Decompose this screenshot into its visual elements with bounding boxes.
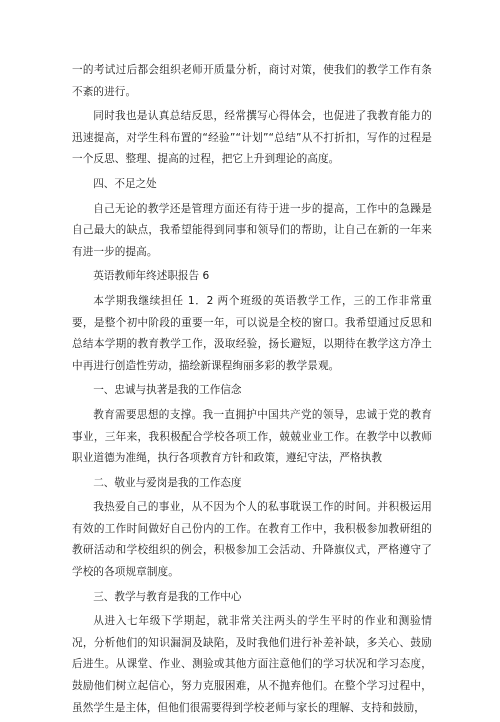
section-heading-shortcomings: 四、不足之处 bbox=[93, 177, 157, 190]
paragraph-dedication: 我热爱自己的事业，从不因为个人的私事耽误工作的时间。并积极运用有效的工作时间做好自己份内的工作。在教育工作中，我积极参加教研组的教研活动和学校组织的例会，积极参加工会活动、升降旗仪式，严格遵守了学校的各项规章制度。 bbox=[72, 501, 432, 579]
report-title: 英语教师年终述职报告 6 bbox=[93, 270, 210, 283]
paragraph-semester: 本学期我继续担任 1．2 两个班级的英语教学工作，三的工作非常重要，是整个初中阶段的重要一年，可以说是全校的窗口。我希望通过反思和总结本学期的教育教学工作，汲取经验，扬长避短，以期待在教学这方净土中再进行创造性劳动，描绘新课程绚丽多彩的教学景观。 bbox=[72, 294, 432, 372]
paragraph-intro: 一的考试过后都会组织老师开质量分析，商讨对策，使我们的教学工作有条不紊的进行。 bbox=[72, 64, 432, 98]
paragraph-teaching: 从进入七年级下学期起，就非常关注两头的学生平时的作业和测验情况，分析他们的知识漏洞及缺陷，及时我他们进行补差补缺，多关心、鼓励后进生。从课堂、作业、测验或其他方面注意他们的学习状况和学习态度，鼓励他们树立起信心，努力克服困难，从不抛弃他们。在整个学习过程中，虽然学生是主体，但他们很需要得到学校老师与家长的理解、支持和鼓励， bbox=[72, 615, 432, 714]
section-heading-dedication: 二、敬业与爱岗是我的工作态度 bbox=[93, 476, 242, 489]
section-heading-teaching: 三、教学与教育是我的工作中心 bbox=[93, 590, 242, 603]
paragraph-reflection: 同时我也是认真总结反思，经常撰写心得体会，也促进了我教育能力的迅速提高，对学生科布置的“经验”“计划”“总结”从不打折扣，写作的过程是一个反思、整理、提高的过程，把它上升到理论的高度。 bbox=[72, 110, 432, 166]
paragraph-shortcomings: 自己无论的教学还是管理方面还有待于进一步的提高，工作中的急躁是自己最大的缺点，我希望能得到同事和领导们的帮助，让自己在新的一年来有进一步的提高。 bbox=[72, 202, 432, 258]
section-heading-loyalty: 一、忠诚与执著是我的工作信念 bbox=[93, 384, 242, 397]
paragraph-loyalty: 教育需要思想的支撑。我一直拥护中国共产党的领导，忠诚于党的教育事业，三年来，我积极配合学校各项工作，兢兢业业工作。在教学中以教师职业道德为准绳，执行各项教育方针和政策，遵纪守法，严格执教 bbox=[72, 408, 432, 465]
document-page bbox=[72, 60, 432, 722]
